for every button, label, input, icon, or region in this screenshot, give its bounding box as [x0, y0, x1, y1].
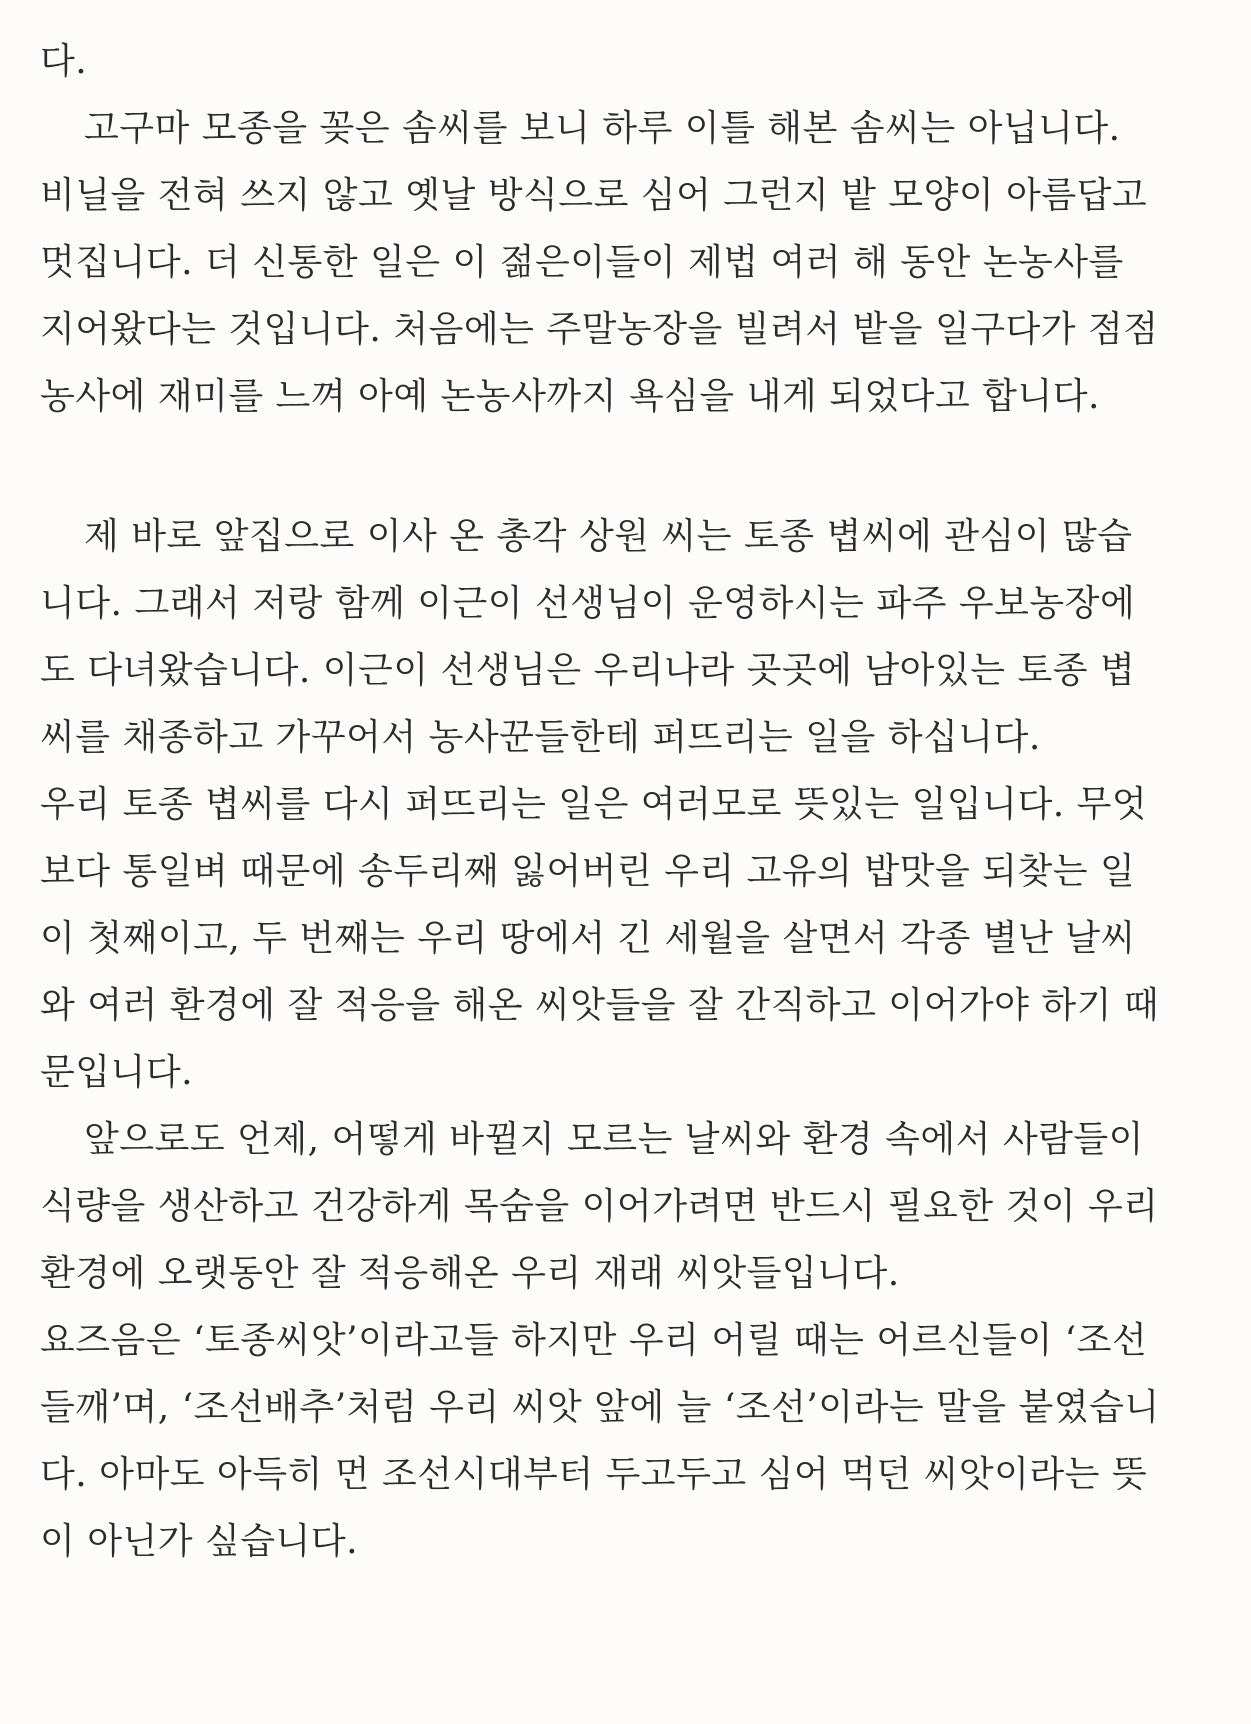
text-line: 식량을 생산하고 건강하게 목숨을 이어가려면 반드시 필요한 것이 우리 — [40, 1186, 1159, 1227]
text-line: 도 다녀왔습니다. 이근이 선생님은 우리나라 곳곳에 남아있는 토종 볍 — [40, 650, 1136, 691]
text-line: 다. 아마도 아득히 먼 조선시대부터 두고두고 심어 먹던 씨앗이라는 뜻 — [40, 1454, 1148, 1495]
text-line: 이 첫째이고, 두 번째는 우리 땅에서 긴 세월을 살면서 각종 별난 날씨 — [40, 918, 1136, 959]
text-line: 농사에 재미를 느껴 아예 논농사까지 욕심을 내게 되었다고 합니다. — [40, 376, 1100, 417]
text-line: 이 아닌가 싶습니다. — [40, 1521, 359, 1562]
text-line: 씨를 채종하고 가꾸어서 농사꾼들한테 퍼뜨리는 일을 하십니다. — [40, 717, 1041, 758]
text-line: 환경에 오랫동안 잘 적응해온 우리 재래 씨앗들입니다. — [40, 1253, 900, 1294]
text-line: 비닐을 전혀 쓰지 않고 옛날 방식으로 심어 그런지 밭 모양이 아름답고 — [40, 175, 1148, 216]
paragraph-first-line: 앞으로도 언제, 어떻게 바뀔지 모르는 날씨와 환경 속에서 사람들이 — [84, 1119, 1144, 1160]
text-line: 지어왔다는 것입니다. 처음에는 주말농장을 빌려서 밭을 일구다가 점점 — [40, 309, 1159, 350]
paragraph-first-line: 고구마 모종을 꽂은 솜씨를 보니 하루 이틀 해본 솜씨는 아닙니다. — [84, 108, 1121, 149]
text-line: 문입니다. — [40, 1052, 194, 1093]
text-line: 와 여러 환경에 잘 적응을 해온 씨앗들을 잘 간직하고 이어가야 하기 때 — [40, 985, 1160, 1026]
text-line: 멋집니다. 더 신통한 일은 이 젊은이들이 제법 여러 해 동안 논농사를 — [40, 242, 1124, 283]
paragraph-first-line: 우리 토종 볍씨를 다시 퍼뜨리는 일은 여러모로 뜻있는 일입니다. 무엇 — [40, 784, 1148, 825]
text-line: 다. — [40, 41, 88, 82]
text-line: 들깨’며, ‘조선배추’처럼 우리 씨앗 앞에 늘 ‘조선’이라는 말을 붙였습니 — [40, 1387, 1160, 1428]
text-line: 니다. 그래서 저랑 함께 이근이 선생님이 운영하시는 파주 우보농장에 — [40, 583, 1136, 624]
paragraph-first-line: 제 바로 앞집으로 이사 온 총각 상원 씨는 토종 볍씨에 관심이 많습 — [84, 516, 1133, 557]
paragraph-first-line: 요즈음은 ‘토종씨앗’이라고들 하지만 우리 어릴 때는 어르신들이 ‘조선 — [40, 1320, 1148, 1361]
text-line: 보다 통일벼 때문에 송두리째 잃어버린 우리 고유의 밥맛을 되찾는 일 — [40, 851, 1136, 892]
